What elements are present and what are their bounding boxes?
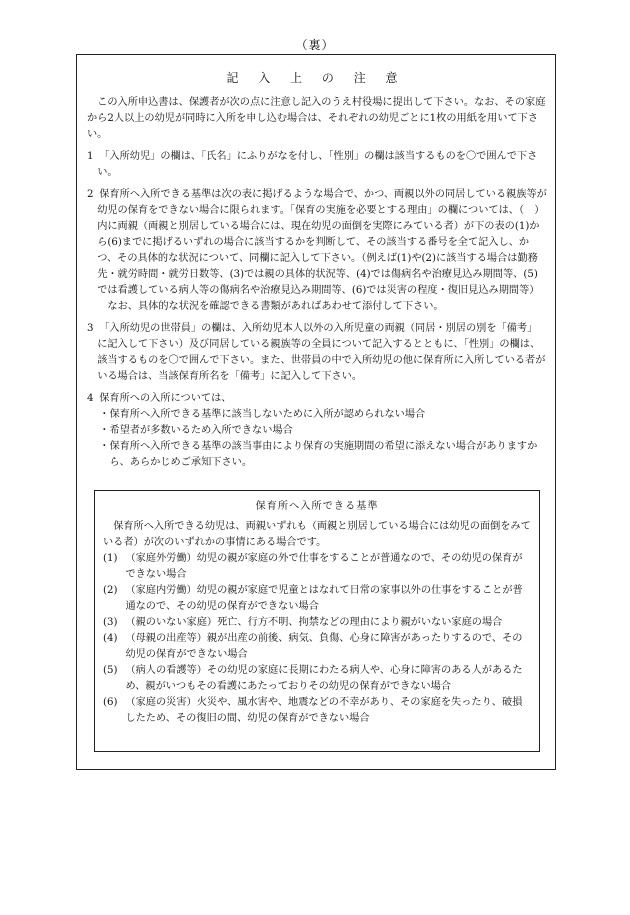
instruction-item-2-note: なお、具体的な状況を確認できる書類があればあわせて添付して下さい。 xyxy=(107,301,444,312)
criteria-item-3: (3) （親のいない家庭）死亡、行方不明、拘禁などの理由により親がいない家庭の場合 xyxy=(103,617,503,628)
instructions-content xyxy=(87,95,547,471)
item-4-bullet-list xyxy=(87,407,547,471)
bullet-item: ・希望者が多数いるため入所できない場合 xyxy=(87,423,547,439)
criteria-item-6: (6) （家庭の災害）火災や、風水害や、地震などの不幸があり、その家庭を失ったり、破損したため、その復旧の間、幼児の保育ができない場合 xyxy=(103,697,523,724)
instruction-item-2 xyxy=(87,187,547,299)
criteria-item-5: (5) （病人の看護等）その幼児の家庭に長期にわたる病人や、心身に障害のある人があるため、親がいつもその看護にあたっておりその幼児の保育ができない場合 xyxy=(103,665,523,692)
criteria-item-4: (4) （母親の出産等）親が出産の前後、病気、負傷、心身に障害があったりするので、その幼児の保育ができない場合 xyxy=(103,633,523,660)
page-side-label: （裏） xyxy=(295,38,335,52)
instruction-item-3 xyxy=(87,321,547,385)
instructions-heading: 記 入 上 の 注 意 xyxy=(226,71,406,85)
criteria-title: 保育所へ入所できる基準 xyxy=(255,501,379,512)
criteria-item-2: (2) （家庭内労働）幼児の親が家庭で児童とはなれて日常の家事以外の仕事をすることが普通なので、その幼児の保育ができない場合 xyxy=(103,585,523,612)
instruction-item-4 xyxy=(87,391,547,407)
admission-criteria-box xyxy=(94,490,540,752)
bullet-dot-icon: ・ xyxy=(99,425,110,436)
item-number: 3 xyxy=(87,323,94,334)
bullet-item: ・保育所へ入所できる基準に該当しないために入所が認められない場合 xyxy=(87,407,547,423)
instruction-item-1 xyxy=(87,149,547,181)
bullet-dot-icon: ・ xyxy=(99,409,110,420)
criteria-item-1: (1) （家庭外労働）幼児の親が家庭の外で仕事をすることが普通なので、その幼児の保育ができない場合 xyxy=(103,553,523,580)
item-number: 1 xyxy=(87,151,94,162)
item-number: 4 xyxy=(87,393,94,404)
intro-paragraph: この入所申込書は、保護者が次の点に注意し記入のうえ村役場に提出して下さい。なお、その家庭から2人以上の幼児が同時に入所を申し込む場合は、それぞれの幼児ごとに1枚の用紙を用いて下さい。 xyxy=(87,97,546,140)
instructions-box xyxy=(76,54,556,770)
item-text: 「入所幼児」の欄は、「氏名」にふりがなを付し、「性別」の欄は該当するものを〇で囲んで下さい。 xyxy=(97,151,538,178)
criteria-body xyxy=(95,515,539,727)
item-text: 「入所幼児の世帯員」の欄は、入所幼児本人以外の入所児童の両親（同居・別居の別を「備考」に記入して下さい）及び同居している親族等の全員について記入するとともに、「性別」の欄は、該当するものを〇で囲んで下さい。また、世帯員の中で入所幼児の他に保育所に入所している者がいる場合は、当該保育所名を「備考」に記入して下さい。 xyxy=(97,323,546,382)
bullet-dot-icon: ・ xyxy=(99,441,110,452)
item-number: 2 xyxy=(87,189,94,200)
criteria-intro: 保育所へ入所できる幼児は、両親いずれも（両親と別居している場合には幼児の面倒をみている者）が次のいずれかの事情にある場合です。 xyxy=(103,521,531,548)
item-text: 保育所への入所については、 xyxy=(99,393,232,404)
item-text: 保育所へ入所できる基準は次の表に掲げるような場合で、かつ、両親以外の同居している親族等が幼児の保育をできない場合に限られます。「保育の実施を必要とする理由」の欄については、（ ）内に両親（両親と別居している場合には、現在幼児の面倒を実際にみている者）が下の表の(1)から(6)までに掲げるいずれの場合に該当するかを判断して、その該当する番号を全て記入し、かつ、その具体的な状況について、同欄に記入して下さい。（例えば(1)や(2)に該当する場合は勤務先・就労時間・就労日数等、(3)では親の具体的状況等、(4)では傷病名や治療見込み期間等、(5)では看護している病人等の傷病名や治療見込み期間等、(6)では災害の程度・復旧見込み期間等） xyxy=(97,189,547,296)
bullet-item: ・保育所へ入所できる基準の該当事由により保育の実施期間の希望に添えない場合がありますから、あらかじめご承知下さい。 xyxy=(99,441,538,468)
